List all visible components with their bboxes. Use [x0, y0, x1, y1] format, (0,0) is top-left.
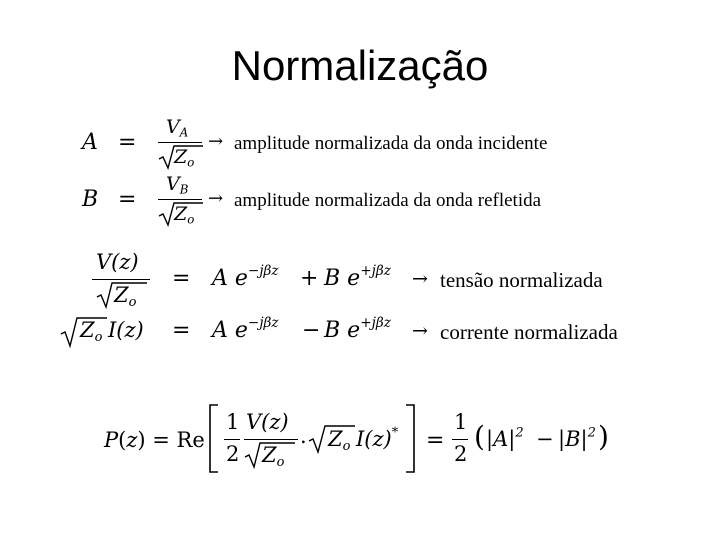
eq5-iz: I(z)* [356, 425, 399, 451]
eq3-lhs-numerator: V(z) [96, 250, 139, 274]
eq4-equals: = [172, 318, 191, 343]
eq5-b-abs: $|B|^2$ [558, 425, 596, 451]
eq3-plus: + [300, 266, 319, 291]
eq2-numerator: $V_B$ [166, 173, 189, 197]
eq3-term1: A $e^{-j\beta z}$ [212, 262, 279, 291]
eq5-a-abs: $|A|^2$ [486, 425, 524, 451]
eq3-equals: = [172, 266, 191, 291]
eq4-term2: B $e^{+j\beta z}$ [324, 314, 391, 343]
eq3-description: tensão normalizada [440, 268, 603, 292]
left-bracket-icon [208, 404, 220, 474]
eq1-denominator: $Z_o$ [174, 146, 195, 170]
eq1-description: amplitude normalizada da onda incidente [234, 133, 548, 154]
eq4-term1: A $e^{-j\beta z}$ [212, 314, 279, 343]
eq4-minus: − [302, 318, 321, 343]
eq3-term2: B $e^{+j\beta z}$ [324, 262, 391, 291]
eq5-equals: = [426, 428, 445, 453]
eq5-dot: . [300, 424, 307, 448]
eq2-arrow: → [208, 188, 224, 209]
eq5-onehalf-line [224, 439, 240, 440]
eq5-vz: V(z) [246, 410, 289, 434]
right-bracket-icon [404, 404, 416, 474]
eq5-root2: $Z_o$ [328, 427, 351, 454]
eq2-description: amplitude normalizada da onda refletida [234, 190, 542, 211]
eq5-one: 1 [226, 410, 240, 434]
eq4-description: corrente normalizada [440, 320, 618, 344]
eq5-paren-open: ( [474, 420, 485, 453]
eq2-denominator: $Z_o$ [174, 203, 195, 227]
eq5-minus: − [536, 427, 554, 451]
eq5-half-line [452, 439, 468, 440]
slide-title: Normalização [231, 42, 489, 89]
eq2-lhs: B [82, 187, 99, 212]
eq4-lhs-root: $Z_o$ [80, 318, 103, 345]
eq5-half-num: 1 [454, 410, 468, 434]
eq1-equals: = [118, 130, 137, 155]
eq5-zo: $Z_o$ [262, 443, 285, 470]
eq1-arrow: → [208, 131, 224, 152]
eq3-arrow: → [412, 268, 428, 290]
eq5-lhs: P(z) = Re [104, 428, 205, 452]
eq5-paren-close: ) [598, 420, 609, 453]
eq4-lhs-rest: I(z) [108, 318, 144, 342]
eq2-equals: = [118, 187, 137, 212]
eq1-lhs: A [82, 130, 98, 155]
eq1-numerator: $V_A$ [166, 116, 189, 140]
eq5-half-den: 2 [454, 442, 468, 466]
eq4-arrow: → [412, 320, 428, 342]
eq3-lhs-denominator: $Z_o$ [114, 283, 137, 310]
eq5-two: 2 [226, 442, 240, 466]
